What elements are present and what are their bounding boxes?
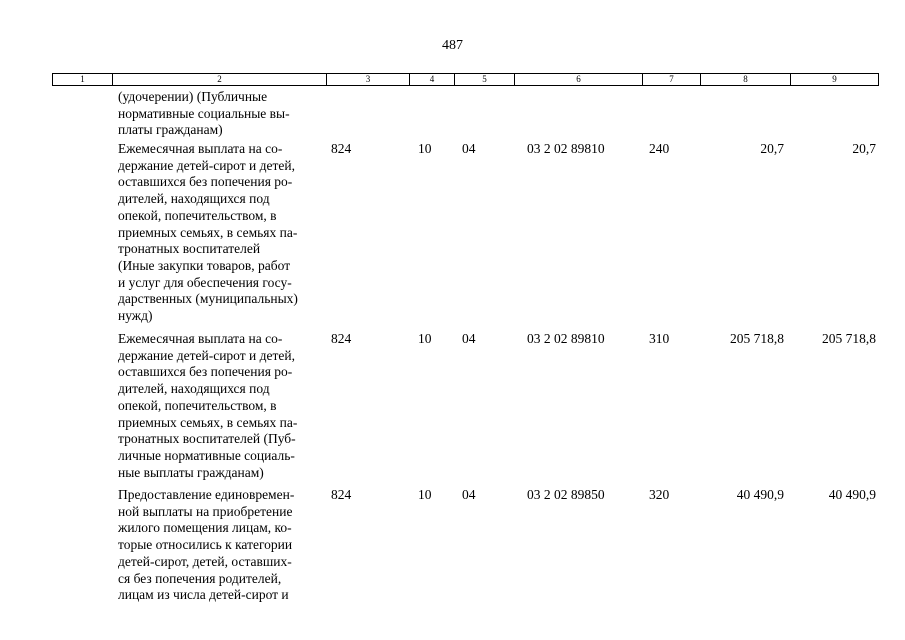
ministry-code: 824 xyxy=(331,141,352,156)
description-line: дарственных (муниципальных) xyxy=(118,291,298,307)
description-line: ные выплаты гражданам) xyxy=(118,464,264,480)
row-description xyxy=(118,141,330,325)
description-line: дителей, находящихся под xyxy=(118,191,270,207)
description-line: и услуг для обеспечения госу- xyxy=(118,274,292,290)
amount-col-8: 205 718,8 xyxy=(730,331,784,346)
description-line: опекой, попечительством, в xyxy=(118,397,277,413)
description-line: приемных семьях, в семьях па- xyxy=(118,224,298,240)
description-line: Предоставление единовремен- xyxy=(118,487,295,502)
description-line: (удочерении) (Публичные xyxy=(118,89,268,104)
header-col-6: 6 xyxy=(514,74,642,85)
ministry-code: 824 xyxy=(331,487,352,502)
header-col-9: 9 xyxy=(790,74,878,85)
target-article-code: 03 2 02 89810 xyxy=(527,331,605,346)
description-line: нормативные социальные вы- xyxy=(118,105,290,121)
section-code: 10 xyxy=(418,331,432,346)
description-line: ся без попечения родителей, xyxy=(118,570,282,586)
description-line: держание детей-сирот и детей, xyxy=(118,157,295,173)
description-line: Ежемесячная выплата на со- xyxy=(118,331,283,346)
header-col-3: 3 xyxy=(326,74,409,85)
continuation-description xyxy=(118,89,330,139)
description-line: ной выплаты на приобретение xyxy=(118,503,293,519)
header-col-1: 1 xyxy=(80,74,85,84)
description-line: платы гражданам) xyxy=(118,122,223,138)
description-line: личные нормативные социаль- xyxy=(118,447,295,463)
description-line: детей-сирот, детей, оставших- xyxy=(118,553,292,569)
header-col-4: 4 xyxy=(409,74,454,85)
header-col-7: 7 xyxy=(642,74,700,85)
header-col-2: 2 xyxy=(112,74,326,85)
row-description xyxy=(118,487,330,604)
description-line: торые относились к категории xyxy=(118,537,293,553)
description-line: держание детей-сирот и детей, xyxy=(118,347,295,363)
subsection-code: 04 xyxy=(462,331,476,346)
description-line: тронатных воспитателей (Пуб- xyxy=(118,431,296,447)
expense-type-code: 240 xyxy=(649,141,670,156)
page-number: 487 xyxy=(442,38,463,53)
section-code: 10 xyxy=(418,487,432,502)
description-line: тронатных воспитателей xyxy=(118,241,261,257)
amount-col-8: 20,7 xyxy=(760,141,784,156)
amount-col-9: 40 490,9 xyxy=(828,487,876,502)
description-line: оставшихся без попечения ро- xyxy=(118,364,293,380)
description-line: опекой, попечительством, в xyxy=(118,207,277,223)
amount-col-9: 205 718,8 xyxy=(822,331,876,346)
expense-type-code: 320 xyxy=(649,487,670,502)
description-line: (Иные закупки товаров, работ xyxy=(118,257,291,273)
header-col-8: 8 xyxy=(700,74,790,85)
amount-col-9: 20,7 xyxy=(852,141,876,156)
table-header-row xyxy=(52,73,879,86)
subsection-code: 04 xyxy=(462,487,476,502)
header-col-5: 5 xyxy=(454,74,514,85)
expense-type-code: 310 xyxy=(649,331,670,346)
description-line: Ежемесячная выплата на со- xyxy=(118,141,283,156)
description-line: приемных семьях, в семьях па- xyxy=(118,414,298,430)
description-line: оставшихся без попечения ро- xyxy=(118,174,293,190)
subsection-code: 04 xyxy=(462,141,476,156)
row-description xyxy=(118,331,330,481)
description-line: жилого помещения лицам, ко- xyxy=(118,520,292,536)
target-article-code: 03 2 02 89850 xyxy=(527,487,605,502)
description-line: лицам из числа детей-сирот и xyxy=(118,587,289,603)
description-line: нужд) xyxy=(118,308,153,324)
ministry-code: 824 xyxy=(331,331,352,346)
section-code: 10 xyxy=(418,141,432,156)
description-line: дителей, находящихся под xyxy=(118,381,270,397)
target-article-code: 03 2 02 89810 xyxy=(527,141,605,156)
amount-col-8: 40 490,9 xyxy=(736,487,784,502)
